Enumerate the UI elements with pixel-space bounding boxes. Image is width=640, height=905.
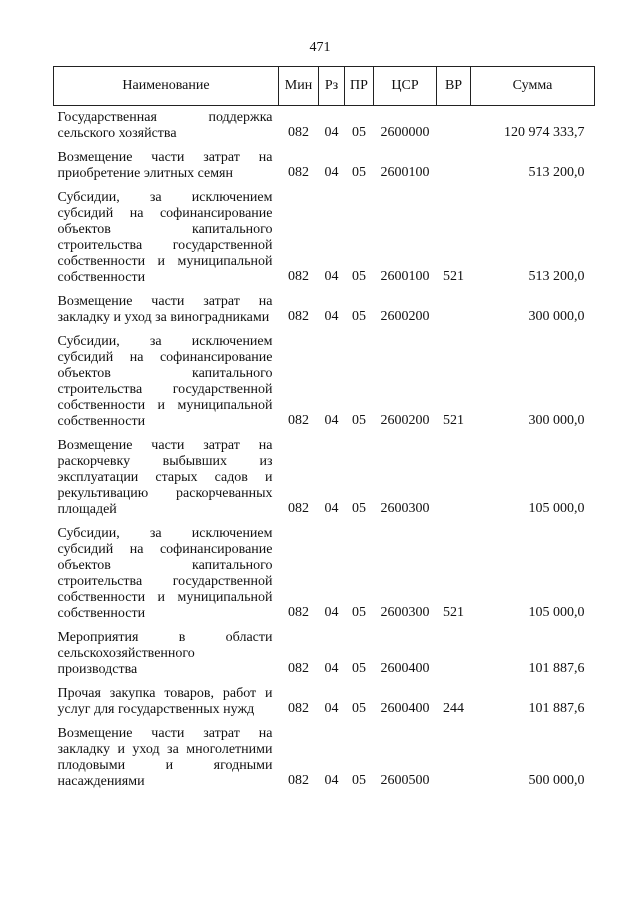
- row-rz: 04: [324, 605, 339, 620]
- row-min: 082: [288, 501, 309, 516]
- row-csr: 2600100: [380, 269, 430, 284]
- row-rz: 04: [324, 125, 339, 140]
- row-csr: 2600400: [380, 661, 430, 676]
- row-pr: 05: [352, 701, 366, 716]
- header-vr: ВР: [437, 67, 471, 106]
- row-vr: [437, 146, 471, 186]
- row-pr: 05: [352, 269, 366, 284]
- row-vr: [437, 106, 471, 147]
- row-csr: 2600100: [380, 165, 430, 180]
- row-sum: 300 000,0: [528, 413, 585, 428]
- row-vr: 521: [443, 269, 464, 284]
- table-row: [54, 434, 595, 522]
- row-pr: 05: [352, 501, 366, 516]
- row-name: Возмещение части затрат на приобретение элитных семян: [57, 150, 273, 181]
- row-min: 082: [288, 701, 309, 716]
- row-name: Прочая закупка товаров, работ и услуг для государственных нужд: [57, 686, 273, 717]
- row-rz: 04: [324, 773, 339, 788]
- header-sum: Сумма: [471, 67, 595, 106]
- header-rz: Рз: [319, 67, 345, 106]
- row-csr: 2600400: [380, 701, 430, 716]
- row-min: 082: [288, 773, 309, 788]
- row-csr: 2600200: [380, 309, 430, 324]
- row-pr: 05: [352, 125, 366, 140]
- row-pr: 05: [352, 413, 366, 428]
- row-vr: 521: [443, 605, 464, 620]
- table-row: [54, 522, 595, 626]
- row-min: 082: [288, 309, 309, 324]
- row-vr: [437, 722, 471, 794]
- header-name: Наименование: [54, 67, 279, 106]
- table-row: [54, 186, 595, 290]
- row-name: Субсидии, за исключением субсидий на софинансирование объектов капитального строительства государственной собственности и муниципальной собственности: [57, 190, 273, 285]
- row-sum: 120 974 333,7: [504, 125, 585, 140]
- row-csr: 2600000: [380, 125, 430, 140]
- page-number: 471: [309, 40, 331, 55]
- table-row: [54, 290, 595, 330]
- row-csr: 2600200: [380, 413, 430, 428]
- row-sum: 513 200,0: [528, 165, 585, 180]
- row-name: Мероприятия в области сельскохозяйственного производства: [57, 630, 273, 677]
- row-rz: 04: [324, 701, 339, 716]
- row-vr: [437, 434, 471, 522]
- row-sum: 101 887,6: [528, 701, 585, 716]
- table-row: [54, 106, 595, 147]
- row-min: 082: [288, 661, 309, 676]
- row-rz: 04: [324, 165, 339, 180]
- header-min: Мин: [279, 67, 319, 106]
- row-name: Субсидии, за исключением субсидий на софинансирование объектов капитального строительства государственной собственности и муниципальной собственности: [57, 334, 273, 429]
- row-rz: 04: [324, 413, 339, 428]
- header-pr: ПР: [345, 67, 374, 106]
- row-sum: 105 000,0: [528, 501, 585, 516]
- row-min: 082: [288, 269, 309, 284]
- table-row: [54, 722, 595, 794]
- row-rz: 04: [324, 501, 339, 516]
- row-name: Возмещение части затрат на закладку и уход за многолетними плодовыми и ягодными насаждениями: [57, 726, 273, 789]
- row-csr: 2600500: [380, 773, 430, 788]
- table-row: [54, 682, 595, 722]
- row-rz: 04: [324, 269, 339, 284]
- row-rz: 04: [324, 661, 339, 676]
- table-header-row: [54, 67, 595, 106]
- row-name: Возмещение части затрат на закладку и уход за виноградниками: [57, 294, 273, 325]
- row-pr: 05: [352, 773, 366, 788]
- row-min: 082: [288, 165, 309, 180]
- table-row: [54, 146, 595, 186]
- row-vr: [437, 626, 471, 682]
- row-csr: 2600300: [380, 501, 430, 516]
- row-name: Возмещение части затрат на раскорчевку выбывших из эксплуатации старых садов и рекультивацию раскорчеванных площадей: [57, 438, 273, 517]
- header-csr: ЦСР: [374, 67, 437, 106]
- row-sum: 105 000,0: [528, 605, 585, 620]
- row-min: 082: [288, 125, 309, 140]
- row-name: Государственная поддержка сельского хозяйства: [57, 110, 273, 141]
- row-sum: 101 887,6: [528, 661, 585, 676]
- table-row: [54, 330, 595, 434]
- row-sum: 500 000,0: [528, 773, 585, 788]
- row-min: 082: [288, 605, 309, 620]
- row-vr: 244: [443, 701, 464, 716]
- row-sum: 513 200,0: [528, 269, 585, 284]
- row-pr: 05: [352, 165, 366, 180]
- row-sum: 300 000,0: [528, 309, 585, 324]
- table-row: [54, 626, 595, 682]
- row-pr: 05: [352, 309, 366, 324]
- row-csr: 2600300: [380, 605, 430, 620]
- row-vr: [437, 290, 471, 330]
- row-rz: 04: [324, 309, 339, 324]
- row-vr: 521: [443, 413, 464, 428]
- row-min: 082: [288, 413, 309, 428]
- budget-table: [53, 66, 595, 794]
- row-name: Субсидии, за исключением субсидий на софинансирование объектов капитального строительства государственной собственности и муниципальной собственности: [57, 526, 273, 621]
- row-pr: 05: [352, 661, 366, 676]
- row-pr: 05: [352, 605, 366, 620]
